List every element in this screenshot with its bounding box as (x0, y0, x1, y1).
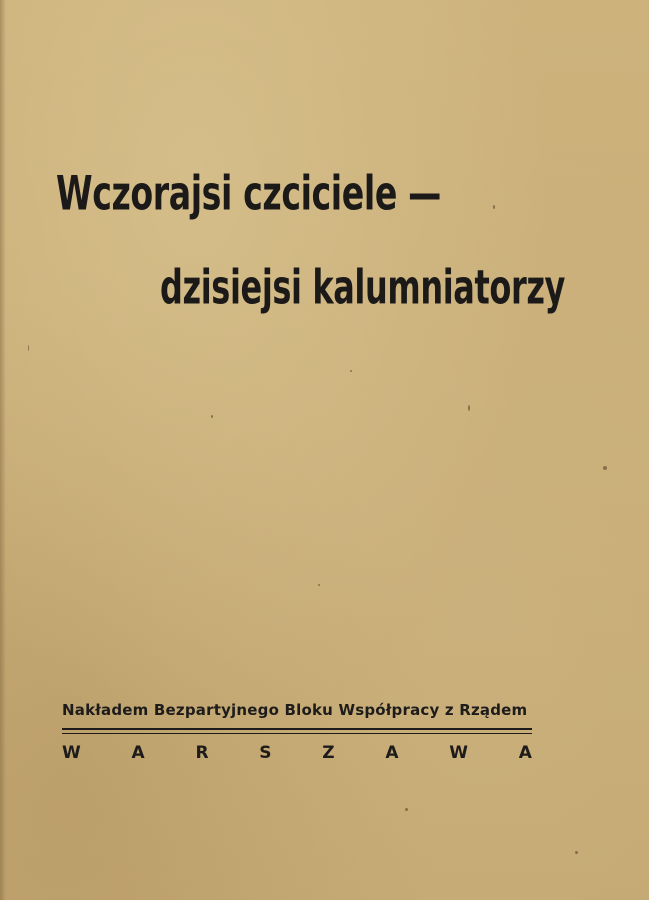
city-name (62, 742, 532, 764)
paper-speck (493, 205, 495, 209)
city-letter: A (518, 743, 532, 763)
paper-speck (603, 466, 607, 470)
paper-speck (468, 405, 470, 411)
paper-speck (405, 808, 408, 811)
paper-speck (318, 584, 320, 586)
paper-speck (211, 415, 213, 418)
cover-spine-shadow (0, 0, 6, 900)
paper-speck (350, 370, 352, 372)
city-letter: Z (322, 743, 335, 763)
title-line-2: dzisiejsi kalumniatorzy (160, 260, 566, 316)
paper-speck (28, 345, 29, 351)
city-letter: W (62, 743, 81, 763)
city-letter: R (195, 743, 209, 763)
city-letter: S (259, 743, 272, 763)
divider-rule-thin (62, 733, 532, 734)
city-letter: A (385, 743, 399, 763)
title-line-1: Wczorajsi czciciele — (56, 166, 441, 222)
city-letter: W (449, 743, 469, 763)
paper-speck (575, 851, 578, 854)
publisher-line: Nakładem Bezpartyjnego Bloku Współpracy z Rządem (62, 701, 528, 719)
divider-rule-thick (62, 728, 532, 730)
city-letter: A (131, 743, 145, 763)
